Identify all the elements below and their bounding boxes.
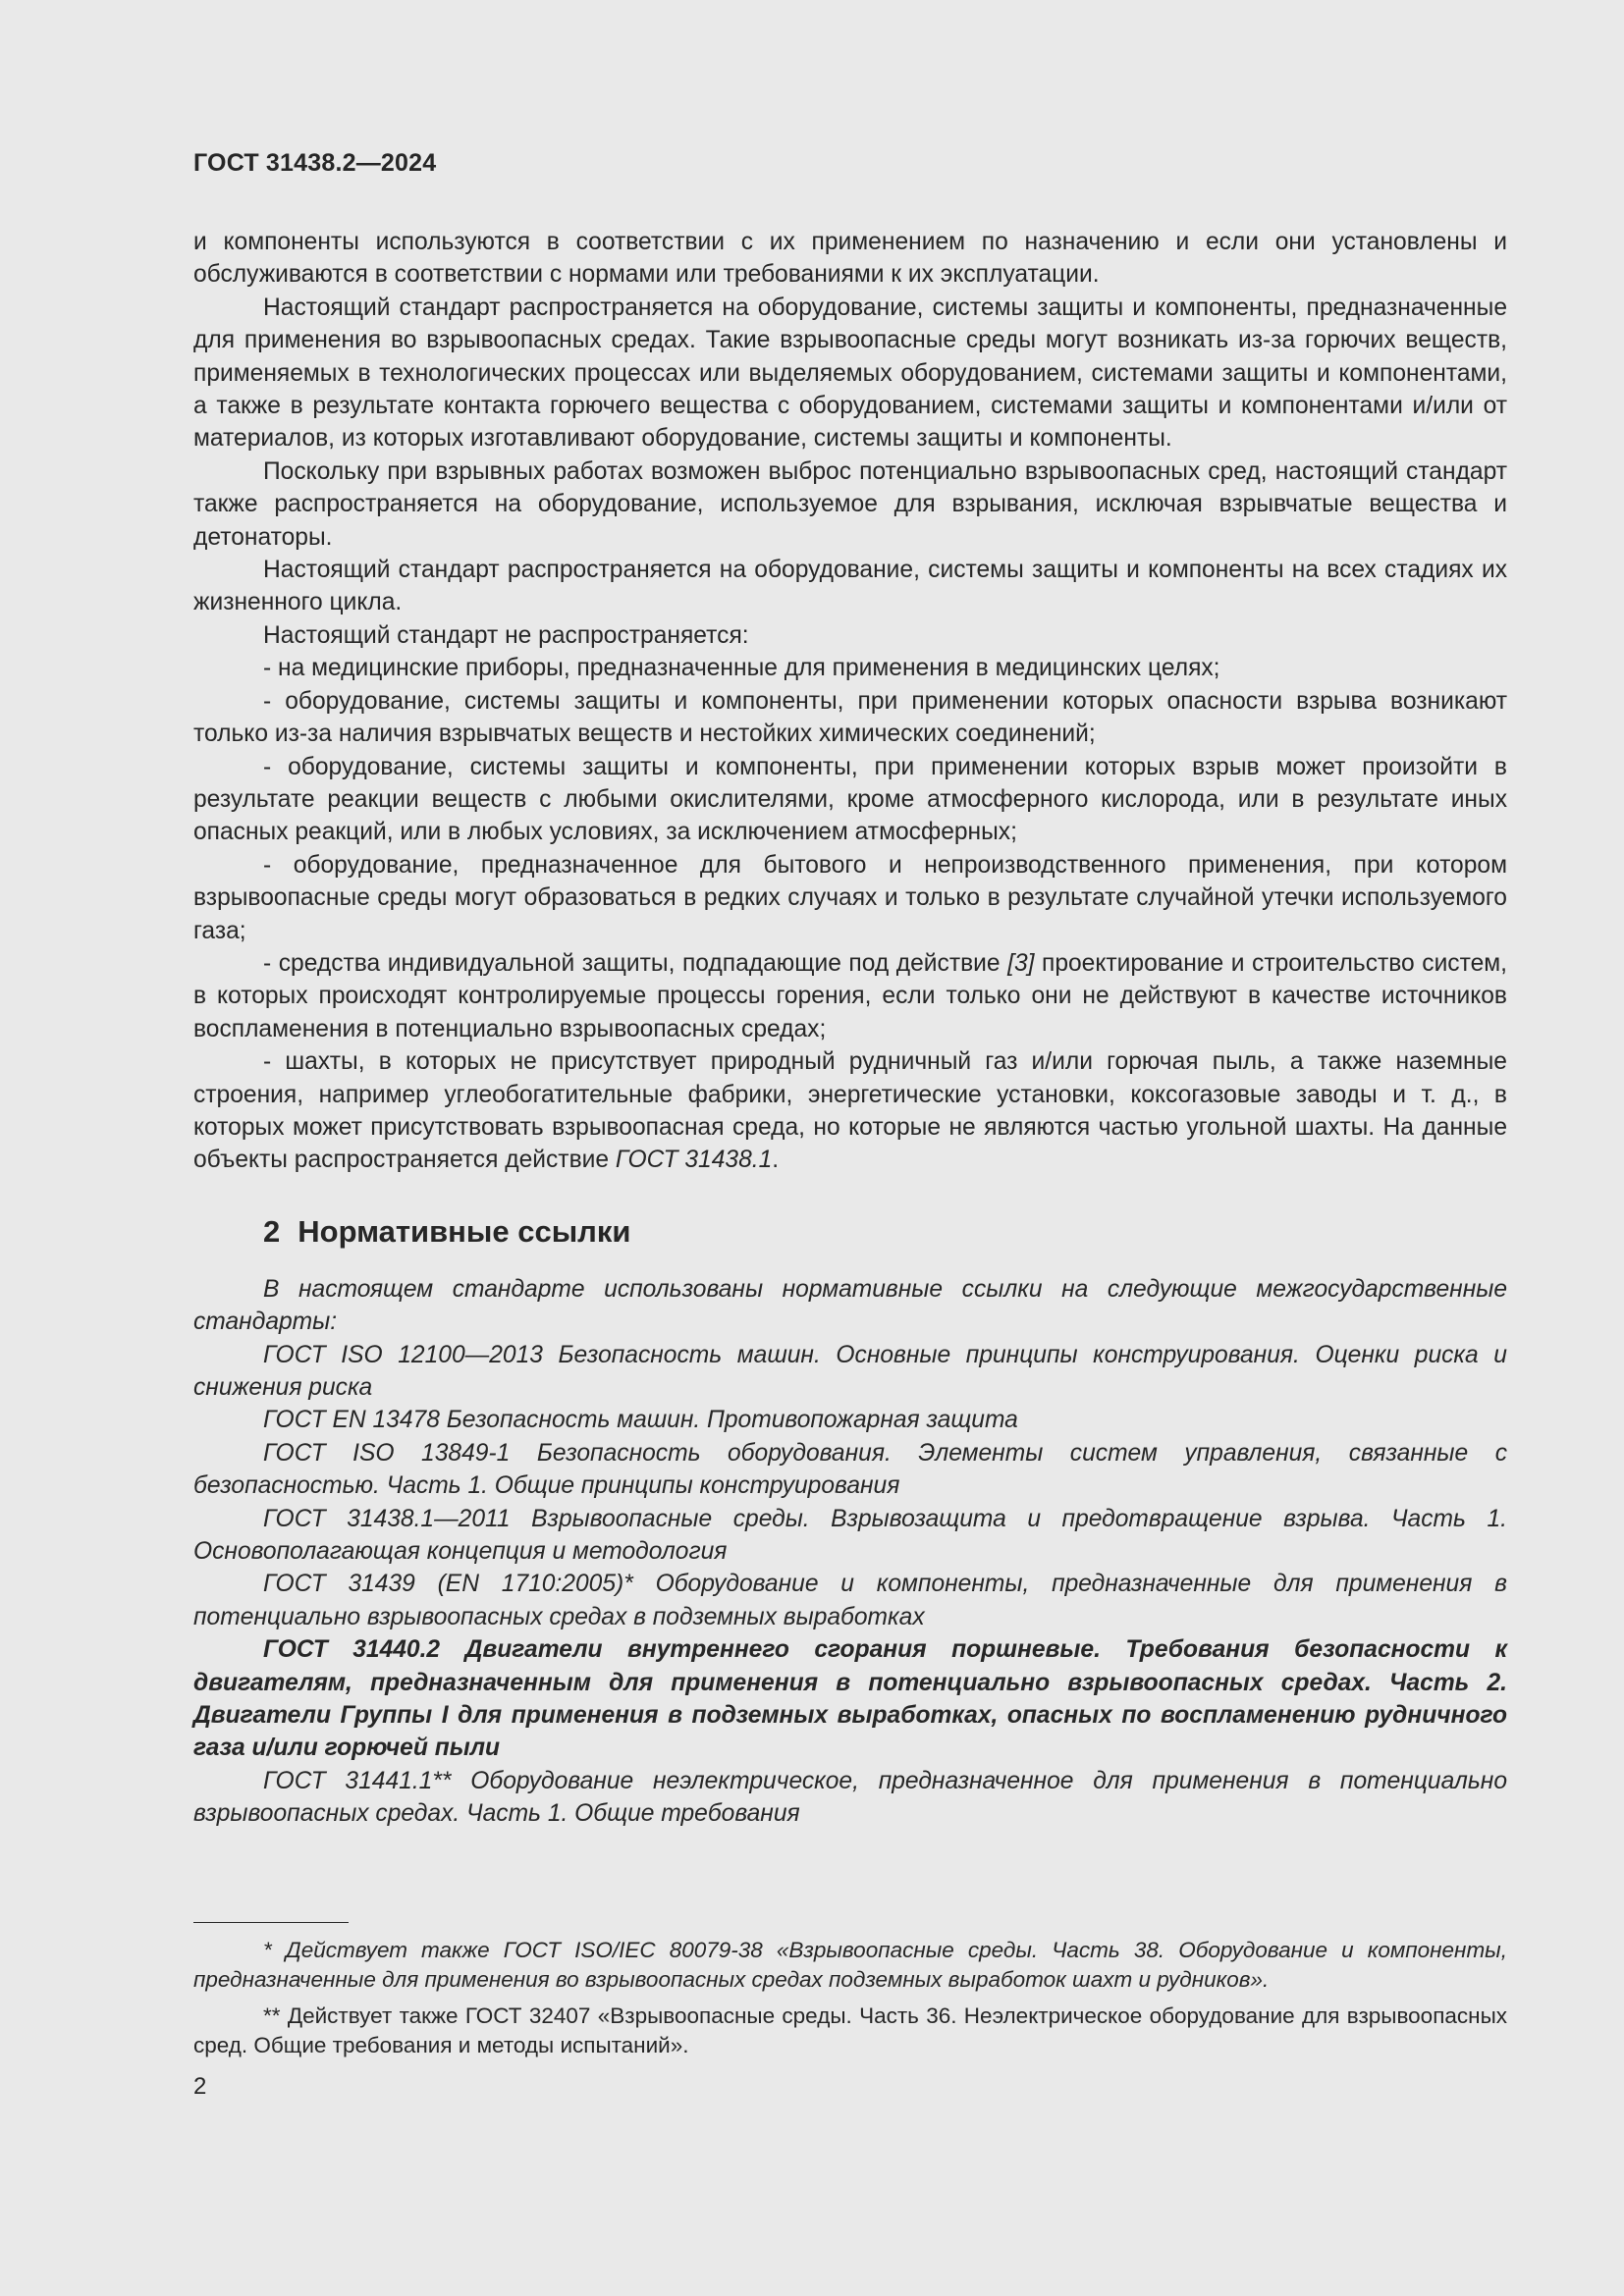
list-item: - оборудование, системы защиты и компоненты, при применении которых опасности взрыва возникают только из-за наличия взрывчатых веществ и нестойких химических соединений; [193,687,1507,748]
normative-reference: ГОСТ EN 13478 Безопасность машин. Противопожарная защита [263,1407,1018,1434]
normative-reference: ГОСТ ISO 12100—2013 Безопасность машин. Основные принципы конструирования. Оценки риска и снижения риска [193,1341,1507,1401]
list-item [193,947,1507,1045]
standard-reference: ГОСТ 31438.1 [615,1147,773,1174]
normative-reference: ГОСТ 31441.1** Оборудование неэлектрическое, предназначенное для применения в потенциально взрывоопасных средах. Часть 1. Общие требования [193,1767,1507,1828]
section-title: Нормативные ссылки [298,1213,631,1249]
paragraph: Поскольку при взрывных работах возможен выброс потенциально взрывоопасных сред, настоящий стандарт также распространяется на оборудование, используемое для взрывания, исключая взрывчатые вещества и детонаторы. [193,457,1507,551]
list-item: - оборудование, системы защиты и компоненты, при применении которых взрыв может произойти в результате реакции веществ с любыми окислителями, кроме атмосферного кислорода, или в результате иных опасных реакций, или в любых условиях, за исключением атмосферных; [193,753,1507,846]
list-item: - на медицинские приборы, предназначенные для применения в медицинских целях; [263,655,1220,682]
footnote: ** Действует также ГОСТ 32407 «Взрывоопасные среды. Часть 36. Неэлектрическое оборудование для взрывоопасных сред. Общие требования и методы испытаний». [193,2003,1507,2057]
normative-reference: ГОСТ 31438.1—2011 Взрывоопасные среды. Взрывозащита и предотвращение взрыва. Часть 1. Основополагающая концепция и методология [193,1505,1507,1566]
list-item-text: проектирование и строительство систем, в которых происходят контролируемые процессы горения, если только они не действуют в качестве источников воспламенения в потенциально взрывоопасных средах; [193,949,1508,1042]
bibliography-reference: [3] [1007,949,1035,977]
section-number: 2 [263,1213,281,1249]
page-number: 2 [193,2073,207,2100]
normative-reference-bold: ГОСТ 31440.2 Двигатели внутреннего сгорания поршневые. Требования безопасности к двигателям, предназначенным для применения в потенциально взрывоопасных средах. Часть 2. Двигатели Группы I для применения в подземных выработках, опасных по воспламенению рудничного газа и/или горючей пыли [193,1636,1507,1762]
section-heading [193,1212,1507,1252]
list-item-text: - шахты, в которых не присутствует природный рудничный газ и/или горючая пыль, а также наземные строения, например углеобогатительные фабрики, энергетические установки, коксогазовые заводы и т. д., в которых может присутствовать взрывоопасная среда, но которые не являются частью угольной шахты. На данные объекты распространяется действие [193,1048,1507,1174]
footnote-divider [193,1922,349,1923]
normative-reference: ГОСТ ISO 13849-1 Безопасность оборудования. Элементы систем управления, связанные с безопасностью. Часть 1. Общие принципы конструирования [193,1439,1507,1500]
paragraph: Настоящий стандарт распространяется на оборудование, системы защиты и компоненты, предназначенные для применения во взрывоопасных средах. Такие взрывоопасные среды могут возникать из-за горючих веществ, применяемых в технологических процессах или выделяемых оборудованием, системами защиты и компонентами, а также в результате контакта горючего вещества с оборудованием, системами защиты и компонентами и/или от материалов, из которых изготавливают оборудование, системы защиты и компоненты. [193,294,1507,453]
footnotes [193,1936,1507,2067]
paragraph: Настоящий стандарт распространяется на оборудование, системы защиты и компоненты на всех стадиях их жизненного цикла. [193,557,1507,616]
list-item-text: . [772,1147,780,1174]
footnote: * Действует также ГОСТ ISO/IEC 80079-38 «Взрывоопасные среды. Часть 38. Оборудование и компоненты, предназначенные для применения во взрывоопасных средах подземных выработок шахт и рудников». [193,1938,1507,1992]
normative-reference: ГОСТ 31439 (EN 1710:2005)* Оборудование и компоненты, предназначенные для применения в потенциально взрывоопасных средах в подземных выработках [193,1571,1507,1630]
section-intro: В настоящем стандарте использованы нормативные ссылки на следующие межгосударственные стандарты: [193,1275,1507,1336]
list-item: - оборудование, предназначенное для бытового и непроизводственного применения, при котором взрывоопасные среды могут образоваться в редких случаях и только в результате случайной утечки используемого газа; [193,851,1507,944]
list-item [193,1045,1507,1177]
paragraph: Настоящий стандарт не распространяется: [263,621,749,649]
list-item-text: - средства индивидуальной защиты, подпадающие под действие [263,949,1008,977]
document-header: ГОСТ 31438.2—2024 [193,149,437,177]
paragraph: и компоненты используются в соответствии с их применением по назначению и если они установлены и обслуживаются в соответствии с нормами или требованиями к их эксплуатации. [193,229,1507,289]
document-body [193,226,1507,1831]
